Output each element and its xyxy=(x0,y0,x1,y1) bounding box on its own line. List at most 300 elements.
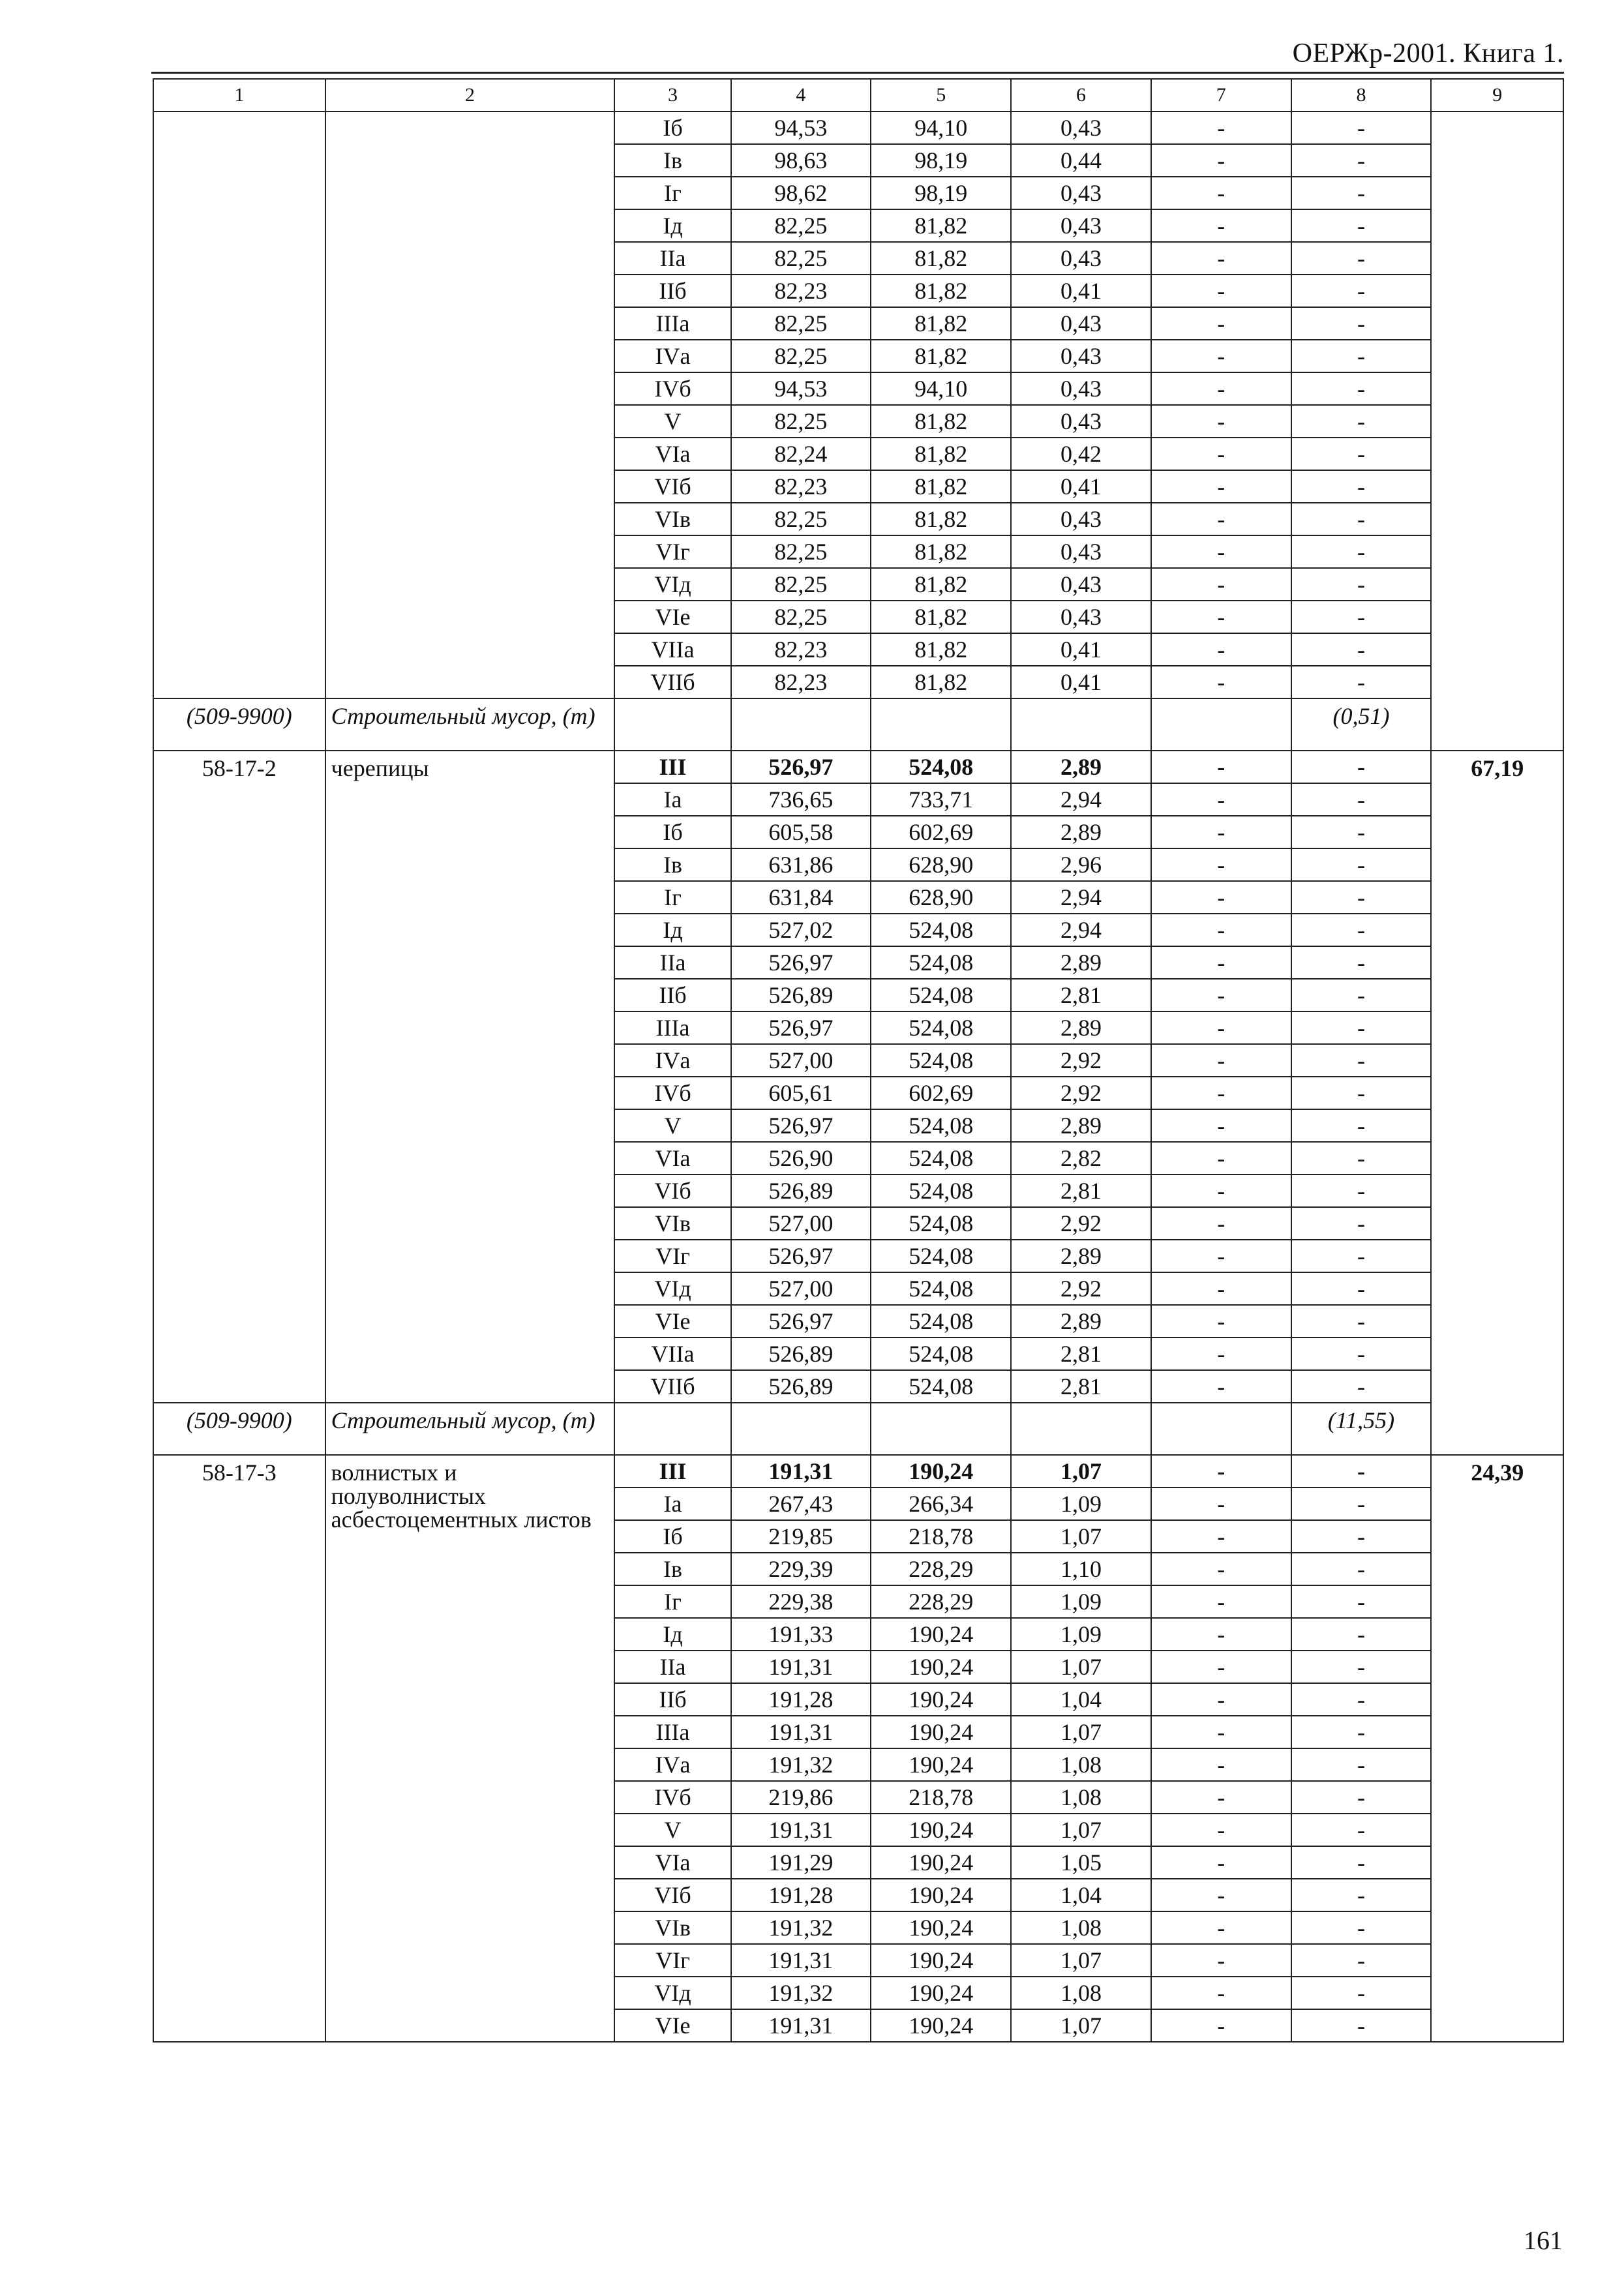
value-cell: - xyxy=(1151,1879,1291,1911)
value-cell: 190,24 xyxy=(871,1846,1011,1879)
value-cell: 1,05 xyxy=(1011,1846,1151,1879)
item-code-cell: 58-17-3 xyxy=(153,1455,325,2042)
value-cell: 94,53 xyxy=(731,372,871,405)
zone-cell: VIв xyxy=(614,503,730,535)
value-cell: 1,07 xyxy=(1011,2009,1151,2042)
value-cell: - xyxy=(1151,633,1291,666)
value-cell: - xyxy=(1151,1011,1291,1044)
value-cell: 190,24 xyxy=(871,1944,1011,1977)
value-cell: 81,82 xyxy=(871,275,1011,307)
value-cell: 605,58 xyxy=(731,816,871,848)
empty-cell xyxy=(1011,1403,1151,1455)
zone-cell: VIд xyxy=(614,568,730,601)
zone-cell: VIг xyxy=(614,1944,730,1977)
value-cell: 191,33 xyxy=(731,1618,871,1651)
value-cell: - xyxy=(1291,2009,1432,2042)
column-number-header: 6 xyxy=(1011,79,1151,112)
zone-cell: VIIб xyxy=(614,666,730,698)
value-cell: - xyxy=(1151,275,1291,307)
value-cell: 1,08 xyxy=(1011,1781,1151,1814)
value-cell: 190,24 xyxy=(871,1748,1011,1781)
value-cell: 1,07 xyxy=(1011,1944,1151,1977)
zone-cell: IIа xyxy=(614,242,730,275)
value-cell: 82,25 xyxy=(731,535,871,568)
value-cell: 526,89 xyxy=(731,979,871,1011)
value-cell: - xyxy=(1291,503,1432,535)
value-cell: 526,90 xyxy=(731,1142,871,1174)
value-cell: - xyxy=(1291,1044,1432,1077)
value-cell: - xyxy=(1151,503,1291,535)
value-cell: 81,82 xyxy=(871,633,1011,666)
value-cell: - xyxy=(1151,1520,1291,1553)
value-cell: 524,08 xyxy=(871,1272,1011,1305)
value-cell: - xyxy=(1151,1109,1291,1142)
value-cell: - xyxy=(1291,1618,1432,1651)
value-cell: 1,04 xyxy=(1011,1683,1151,1716)
value-cell: 0,41 xyxy=(1011,633,1151,666)
value-cell: - xyxy=(1291,1520,1432,1553)
value-cell: - xyxy=(1291,979,1432,1011)
value-cell: 82,25 xyxy=(731,242,871,275)
value-cell: 527,00 xyxy=(731,1044,871,1077)
value-cell: 2,81 xyxy=(1011,1338,1151,1370)
value-cell: - xyxy=(1291,751,1432,783)
value-cell: 191,32 xyxy=(731,1911,871,1944)
value-cell: - xyxy=(1151,1585,1291,1618)
zone-cell: Iа xyxy=(614,1488,730,1520)
zone-cell: IIIа xyxy=(614,307,730,340)
value-cell: 736,65 xyxy=(731,783,871,816)
zone-cell: Iд xyxy=(614,1618,730,1651)
value-cell: 2,89 xyxy=(1011,1240,1151,1272)
value-cell: 98,19 xyxy=(871,177,1011,209)
value-cell: 1,07 xyxy=(1011,1455,1151,1488)
value-cell: - xyxy=(1291,601,1432,633)
value-cell: - xyxy=(1291,1174,1432,1207)
zone-cell: IVа xyxy=(614,340,730,372)
value-cell: 191,31 xyxy=(731,1944,871,1977)
item-total-cell: 24,39 xyxy=(1431,1455,1563,2042)
value-cell: 2,94 xyxy=(1011,783,1151,816)
empty-cell xyxy=(1151,698,1291,751)
value-cell: - xyxy=(1291,1716,1432,1748)
value-cell: 190,24 xyxy=(871,1814,1011,1846)
zone-cell: III xyxy=(614,751,730,783)
value-cell: - xyxy=(1291,1683,1432,1716)
value-cell: - xyxy=(1291,1077,1432,1109)
zone-cell: VIа xyxy=(614,438,730,470)
value-cell: 190,24 xyxy=(871,1879,1011,1911)
item-total-cell: 67,19 xyxy=(1431,751,1563,1455)
value-cell: 81,82 xyxy=(871,535,1011,568)
value-cell: 190,24 xyxy=(871,1716,1011,1748)
item-name-cell: волнистых и полуволнистых асбестоцементных листов xyxy=(325,1455,615,2042)
value-cell: 98,19 xyxy=(871,144,1011,177)
value-cell: 82,23 xyxy=(731,275,871,307)
value-cell: 190,24 xyxy=(871,1683,1011,1716)
table-row xyxy=(153,751,1563,783)
value-cell: - xyxy=(1291,438,1432,470)
value-cell: - xyxy=(1291,1977,1432,2009)
value-cell: - xyxy=(1151,1240,1291,1272)
value-cell: - xyxy=(1151,1455,1291,1488)
value-cell: 524,08 xyxy=(871,751,1011,783)
value-cell: 524,08 xyxy=(871,1240,1011,1272)
value-cell: 2,92 xyxy=(1011,1077,1151,1109)
value-cell: 733,71 xyxy=(871,783,1011,816)
value-cell: - xyxy=(1291,470,1432,503)
value-cell: - xyxy=(1291,242,1432,275)
value-cell: 524,08 xyxy=(871,979,1011,1011)
value-cell: - xyxy=(1151,783,1291,816)
value-cell: 81,82 xyxy=(871,405,1011,438)
value-cell: 524,08 xyxy=(871,1207,1011,1240)
value-cell: 524,08 xyxy=(871,1370,1011,1403)
zone-cell: Iб xyxy=(614,1520,730,1553)
value-cell: 219,86 xyxy=(731,1781,871,1814)
value-cell: 266,34 xyxy=(871,1488,1011,1520)
value-cell: 2,89 xyxy=(1011,1305,1151,1338)
debris-name: Строительный мусор, (т) xyxy=(325,1403,615,1455)
value-cell: - xyxy=(1291,275,1432,307)
zone-cell: V xyxy=(614,1109,730,1142)
value-cell: - xyxy=(1151,2009,1291,2042)
value-cell: 229,38 xyxy=(731,1585,871,1618)
value-cell: - xyxy=(1291,144,1432,177)
value-cell: - xyxy=(1151,568,1291,601)
zone-cell: Iб xyxy=(614,816,730,848)
zone-cell: Iв xyxy=(614,1553,730,1585)
value-cell: 1,07 xyxy=(1011,1716,1151,1748)
value-cell: - xyxy=(1291,1370,1432,1403)
zone-cell: III xyxy=(614,1455,730,1488)
value-cell: 191,31 xyxy=(731,1814,871,1846)
value-cell: 218,78 xyxy=(871,1520,1011,1553)
column-number-header: 7 xyxy=(1151,79,1291,112)
value-cell: 228,29 xyxy=(871,1553,1011,1585)
value-cell: 228,29 xyxy=(871,1585,1011,1618)
value-cell: 2,89 xyxy=(1011,946,1151,979)
value-cell: - xyxy=(1291,1944,1432,1977)
zone-cell: IIIа xyxy=(614,1716,730,1748)
value-cell: 82,23 xyxy=(731,470,871,503)
zone-cell: IIб xyxy=(614,275,730,307)
value-cell: 605,61 xyxy=(731,1077,871,1109)
value-cell: 2,96 xyxy=(1011,848,1151,881)
value-cell: - xyxy=(1291,1272,1432,1305)
debris-name: Строительный мусор, (т) xyxy=(325,698,615,751)
value-cell: 191,32 xyxy=(731,1748,871,1781)
value-cell: 82,25 xyxy=(731,405,871,438)
value-cell: - xyxy=(1291,209,1432,242)
value-cell: 191,29 xyxy=(731,1846,871,1879)
zone-cell: VIIб xyxy=(614,1370,730,1403)
value-cell: 0,41 xyxy=(1011,275,1151,307)
zone-cell: IIа xyxy=(614,1651,730,1683)
zone-cell: IIIа xyxy=(614,1011,730,1044)
value-cell: 81,82 xyxy=(871,503,1011,535)
value-cell: - xyxy=(1151,1716,1291,1748)
value-cell: 0,42 xyxy=(1011,438,1151,470)
value-cell: - xyxy=(1291,307,1432,340)
column-number-header: 4 xyxy=(731,79,871,112)
debris-value: (11,55) xyxy=(1291,1403,1432,1455)
value-cell: 0,43 xyxy=(1011,242,1151,275)
value-cell: - xyxy=(1151,242,1291,275)
value-cell: 2,89 xyxy=(1011,816,1151,848)
zone-cell: IVа xyxy=(614,1044,730,1077)
debris-code: (509-9900) xyxy=(153,1403,325,1455)
value-cell: 94,53 xyxy=(731,112,871,144)
empty-cell xyxy=(1011,698,1151,751)
value-cell: - xyxy=(1151,1338,1291,1370)
empty-cell xyxy=(871,698,1011,751)
zone-cell: Iв xyxy=(614,848,730,881)
value-cell: - xyxy=(1151,1142,1291,1174)
value-cell: 190,24 xyxy=(871,1455,1011,1488)
zone-cell: VIIа xyxy=(614,633,730,666)
value-cell: 2,94 xyxy=(1011,881,1151,914)
value-cell: 82,23 xyxy=(731,633,871,666)
zone-cell: VIв xyxy=(614,1207,730,1240)
value-cell: 1,09 xyxy=(1011,1488,1151,1520)
value-cell: - xyxy=(1151,848,1291,881)
value-cell: - xyxy=(1151,1044,1291,1077)
header-rule xyxy=(151,72,1564,74)
value-cell: 191,28 xyxy=(731,1683,871,1716)
value-cell: - xyxy=(1291,666,1432,698)
item-name-cell: черепицы xyxy=(325,751,615,1403)
value-cell: 1,08 xyxy=(1011,1911,1151,1944)
zone-cell: Iг xyxy=(614,881,730,914)
zone-cell: Iб xyxy=(614,112,730,144)
total-cell xyxy=(1431,112,1563,751)
value-cell: - xyxy=(1291,1109,1432,1142)
zone-cell: VIIа xyxy=(614,1338,730,1370)
value-cell: 2,89 xyxy=(1011,1011,1151,1044)
value-cell: - xyxy=(1151,438,1291,470)
value-cell: 1,10 xyxy=(1011,1553,1151,1585)
value-cell: - xyxy=(1291,1011,1432,1044)
value-cell: 526,97 xyxy=(731,1305,871,1338)
zone-cell: IVб xyxy=(614,372,730,405)
debris-value: (0,51) xyxy=(1291,698,1432,751)
value-cell: 191,31 xyxy=(731,1455,871,1488)
value-cell: - xyxy=(1291,946,1432,979)
zone-cell: Iв xyxy=(614,144,730,177)
value-cell: 2,89 xyxy=(1011,1109,1151,1142)
value-cell: - xyxy=(1291,1846,1432,1879)
name-cell xyxy=(325,112,615,698)
value-cell: - xyxy=(1151,1846,1291,1879)
value-cell: 602,69 xyxy=(871,1077,1011,1109)
value-cell: 81,82 xyxy=(871,470,1011,503)
value-cell: - xyxy=(1291,1814,1432,1846)
value-cell: - xyxy=(1291,816,1432,848)
value-cell: 524,08 xyxy=(871,1338,1011,1370)
value-cell: 1,09 xyxy=(1011,1618,1151,1651)
value-cell: - xyxy=(1291,914,1432,946)
zone-cell: VIе xyxy=(614,1305,730,1338)
empty-cell xyxy=(614,698,730,751)
value-cell: 631,84 xyxy=(731,881,871,914)
value-cell: 81,82 xyxy=(871,601,1011,633)
value-cell: - xyxy=(1151,1944,1291,1977)
value-cell: 2,92 xyxy=(1011,1272,1151,1305)
empty-cell xyxy=(731,698,871,751)
value-cell: - xyxy=(1151,666,1291,698)
value-cell: - xyxy=(1151,914,1291,946)
column-number-header: 9 xyxy=(1431,79,1563,112)
value-cell: - xyxy=(1291,1207,1432,1240)
zone-cell: VIв xyxy=(614,1911,730,1944)
value-cell: - xyxy=(1291,1879,1432,1911)
value-cell: 218,78 xyxy=(871,1781,1011,1814)
value-cell: - xyxy=(1151,372,1291,405)
zone-cell: Iа xyxy=(614,783,730,816)
empty-cell xyxy=(731,1403,871,1455)
value-cell: - xyxy=(1291,1338,1432,1370)
value-cell: 1,08 xyxy=(1011,1748,1151,1781)
column-number-row xyxy=(153,79,1563,112)
value-cell: - xyxy=(1151,209,1291,242)
value-cell: - xyxy=(1291,1911,1432,1944)
zone-cell: VIд xyxy=(614,1977,730,2009)
value-cell: - xyxy=(1151,1651,1291,1683)
value-cell: - xyxy=(1291,372,1432,405)
value-cell: - xyxy=(1151,816,1291,848)
value-cell: 526,89 xyxy=(731,1338,871,1370)
value-cell: - xyxy=(1291,633,1432,666)
zone-cell: VIб xyxy=(614,1879,730,1911)
value-cell: 526,97 xyxy=(731,1240,871,1272)
value-cell: 0,41 xyxy=(1011,470,1151,503)
value-cell: - xyxy=(1291,112,1432,144)
value-cell: 524,08 xyxy=(871,1011,1011,1044)
value-cell: - xyxy=(1151,1553,1291,1585)
value-cell: - xyxy=(1151,1207,1291,1240)
value-cell: 2,89 xyxy=(1011,751,1151,783)
value-cell: 190,24 xyxy=(871,1618,1011,1651)
value-cell: - xyxy=(1291,177,1432,209)
table-row xyxy=(153,1455,1563,1488)
value-cell: - xyxy=(1151,1748,1291,1781)
value-cell: - xyxy=(1291,568,1432,601)
value-cell: - xyxy=(1291,1585,1432,1618)
value-cell: 1,07 xyxy=(1011,1814,1151,1846)
item-code-cell: 58-17-2 xyxy=(153,751,325,1403)
value-cell: - xyxy=(1291,1553,1432,1585)
value-cell: 191,31 xyxy=(731,2009,871,2042)
value-cell: 0,43 xyxy=(1011,405,1151,438)
column-number-header: 8 xyxy=(1291,79,1432,112)
price-table xyxy=(153,78,1564,2042)
value-cell: 526,97 xyxy=(731,751,871,783)
value-cell: 82,25 xyxy=(731,307,871,340)
value-cell: 82,25 xyxy=(731,601,871,633)
empty-cell xyxy=(614,1403,730,1455)
value-cell: 2,92 xyxy=(1011,1207,1151,1240)
value-cell: 1,08 xyxy=(1011,1977,1151,2009)
value-cell: - xyxy=(1291,881,1432,914)
value-cell: - xyxy=(1151,1683,1291,1716)
value-cell: - xyxy=(1291,535,1432,568)
value-cell: 98,62 xyxy=(731,177,871,209)
zone-cell: IVб xyxy=(614,1077,730,1109)
value-cell: 0,43 xyxy=(1011,535,1151,568)
value-cell: 526,89 xyxy=(731,1174,871,1207)
zone-cell: VIа xyxy=(614,1142,730,1174)
value-cell: 2,82 xyxy=(1011,1142,1151,1174)
value-cell: 2,92 xyxy=(1011,1044,1151,1077)
value-cell: 190,24 xyxy=(871,1977,1011,2009)
value-cell: 0,43 xyxy=(1011,503,1151,535)
value-cell: 0,44 xyxy=(1011,144,1151,177)
value-cell: 628,90 xyxy=(871,881,1011,914)
column-number-header: 3 xyxy=(614,79,730,112)
value-cell: 524,08 xyxy=(871,1305,1011,1338)
zone-cell: IIб xyxy=(614,979,730,1011)
value-cell: - xyxy=(1151,979,1291,1011)
value-cell: 2,81 xyxy=(1011,979,1151,1011)
column-number-header: 2 xyxy=(325,79,615,112)
value-cell: - xyxy=(1151,144,1291,177)
value-cell: - xyxy=(1291,340,1432,372)
value-cell: - xyxy=(1151,1977,1291,2009)
value-cell: 229,39 xyxy=(731,1553,871,1585)
value-cell: - xyxy=(1291,1455,1432,1488)
value-cell: - xyxy=(1151,751,1291,783)
value-cell: 81,82 xyxy=(871,340,1011,372)
value-cell: 526,97 xyxy=(731,1011,871,1044)
zone-cell: IIа xyxy=(614,946,730,979)
zone-cell: VIб xyxy=(614,470,730,503)
value-cell: - xyxy=(1291,1651,1432,1683)
value-cell: - xyxy=(1151,946,1291,979)
value-cell: 628,90 xyxy=(871,848,1011,881)
value-cell: - xyxy=(1151,535,1291,568)
value-cell: 219,85 xyxy=(731,1520,871,1553)
zone-cell: VIг xyxy=(614,1240,730,1272)
zone-cell: V xyxy=(614,405,730,438)
value-cell: 81,82 xyxy=(871,568,1011,601)
zone-cell: Iд xyxy=(614,209,730,242)
zone-cell: VIд xyxy=(614,1272,730,1305)
value-cell: 2,81 xyxy=(1011,1370,1151,1403)
value-cell: 0,41 xyxy=(1011,666,1151,698)
value-cell: - xyxy=(1151,1781,1291,1814)
value-cell: 81,82 xyxy=(871,307,1011,340)
zone-cell: VIе xyxy=(614,601,730,633)
value-cell: 524,08 xyxy=(871,1174,1011,1207)
document-header: ОЕРЖр-2001. Книга 1. xyxy=(1292,38,1564,68)
value-cell: 82,23 xyxy=(731,666,871,698)
value-cell: 1,07 xyxy=(1011,1651,1151,1683)
value-cell: 81,82 xyxy=(871,209,1011,242)
zone-cell: VIа xyxy=(614,1846,730,1879)
value-cell: 0,43 xyxy=(1011,112,1151,144)
value-cell: - xyxy=(1151,1305,1291,1338)
value-cell: 524,08 xyxy=(871,1142,1011,1174)
value-cell: 1,07 xyxy=(1011,1520,1151,1553)
zone-cell: IIб xyxy=(614,1683,730,1716)
value-cell: 0,43 xyxy=(1011,340,1151,372)
value-cell: 526,97 xyxy=(731,1109,871,1142)
zone-cell: V xyxy=(614,1814,730,1846)
value-cell: - xyxy=(1151,1077,1291,1109)
zone-cell: VIг xyxy=(614,535,730,568)
value-cell: 524,08 xyxy=(871,914,1011,946)
